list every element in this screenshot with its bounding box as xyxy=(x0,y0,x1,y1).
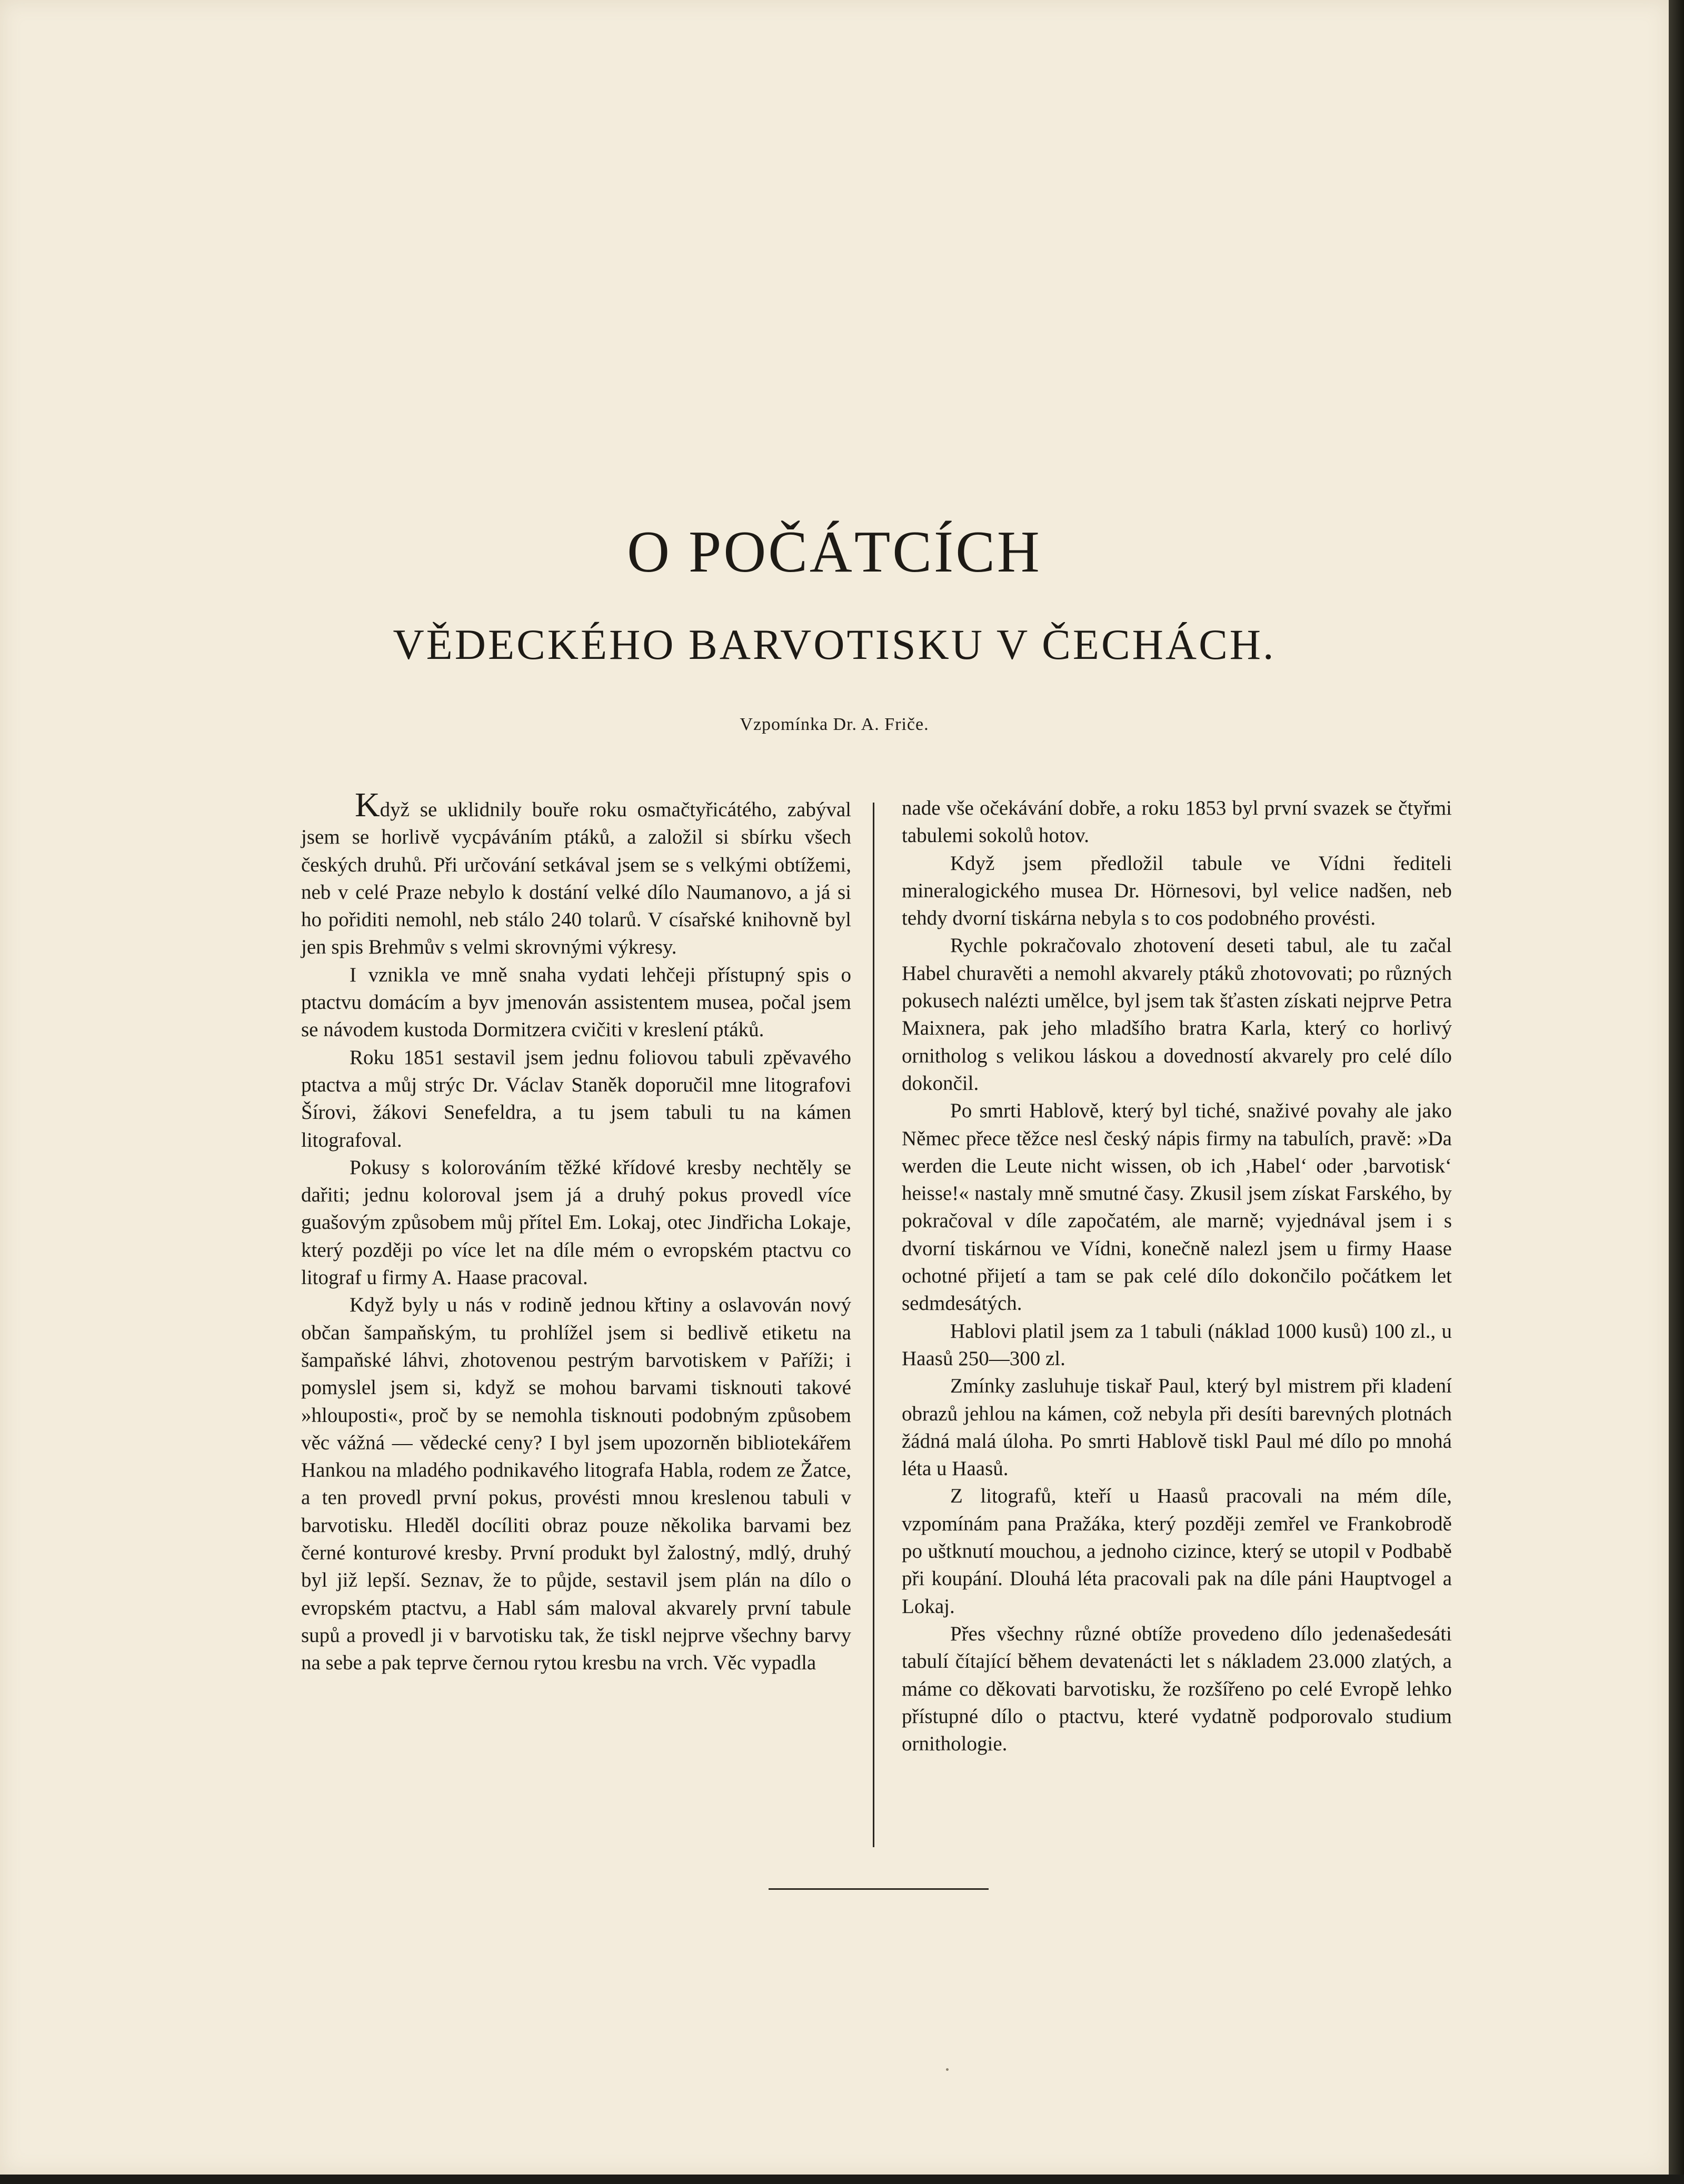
article-title: O POČÁTCÍCH xyxy=(627,519,1042,585)
paragraph: I vznikla ve mně snaha vydati lehčeji přístupný spis o ptactvu domácím a byv jmenován assistentem musea, počal jsem se návodem kustoda Dormitzera cvičiti v kreslení ptáků. xyxy=(301,963,851,1041)
right-text-column xyxy=(902,795,1452,1758)
paragraph: Roku 1851 sestavil jsem jednu foliovou tabuli zpěvavého ptactva a můj strýc Dr. Václav Staněk doporučil mne litografovi Šírovi, žákovi Senefeldra, a tu jsem tabuli tu na kámen litografoval. xyxy=(301,1046,851,1151)
end-rule xyxy=(769,1888,989,1890)
paragraph: Z litografů, kteří u Haasů pracovali na mém díle, vzpomínám pana Pražáka, který později zemřel ve Frankobrodě po uštknutí mouchou, a jednoho cizince, který se utopil v Podbabě při koupání. Dlouhá léta pracovali pak na díle páni Hauptvogel a Lokaj. xyxy=(902,1485,1452,1618)
paragraph: Hablovi platil jsem za 1 tabuli (náklad 1000 kusů) 100 zl., u Haasů 250—300 zl. xyxy=(902,1319,1452,1370)
paragraph-text: dyž se uklidnily bouře roku osmačtyřicátého, zabýval jsem se horlivě vycpáváním ptáků, a založil si sbírku všech českých druhů. Při určování setkával jsem se s velkými obtížemi, neb v celé Praze nebylo k dostání velké dílo Naumanovo, a já si ho pořiditi nemohl, neb stálo 240 tolarů. V císařské knihovně byl jen spis Brehmův s velmi skrovnými výkresy. xyxy=(301,798,851,959)
scan-edge-strip xyxy=(1669,0,1684,2184)
paragraph: nade vše očekávání dobře, a roku 1853 byl první svazek se čtyřmi tabulemi sokolů hotov. xyxy=(902,797,1452,847)
column-divider xyxy=(873,803,874,1847)
left-text-column xyxy=(301,786,851,1677)
paper-speck xyxy=(946,2068,949,2071)
paragraph: Zmínky zasluhuje tiskař Paul, který byl mistrem při kladení obrazů jehlou na kámen, což nebyla při desíti barevných plotnách žádná malá úloha. Po smrti Hablově tiskl Paul mé dílo po mnohá léta u Haasů. xyxy=(902,1375,1452,1480)
scan-bottom-strip xyxy=(0,2175,1684,2184)
paragraph: Přes všechny různé obtíže provedeno dílo jedenašedesáti tabulí čítající během devatenácti let s nákladem 23.000 zlatých, a máme co děkovati barvotisku, že rozšířeno po celé Evropě lehko přístupné dílo o ptactvu, které vydatně podporovalo studium ornithologie. xyxy=(902,1622,1452,1756)
initial-letter: K xyxy=(355,786,380,824)
paragraph: Po smrti Hablově, který byl tiché, snaživé povahy ale jako Němec přece těžce nesl český nápis firmy na tabulích, pravě: »Da werden die Leute nicht wissen, ob ich ‚Habel‘ oder ‚barvotisk‘ heisse!« nastaly mně smutné časy. Zkusil jsem získat Farského, by pokračoval v díle započatém, ale marně; vyjednával jsem i s dvorní tiskárnou ve Vídni, konečně nalezl jsem u firmy Haase ochotné přijetí a tam se pak celé dílo dokončilo počátkem let sedmdesátých. xyxy=(902,1099,1452,1315)
paragraph: Když byly u nás v rodině jednou křtiny a oslavován nový občan šampaňským, tu prohlížel jsem si bedlivě etiketu na šampaňské láhvi, zhotovenou pestrým barvotiskem v Paříži; i pomyslel jsem si, když se mohou barvami tisknouti takové »hlouposti«, proč by se nemohla tisknouti podobným způsobem věc vážná — vědecké ceny? I byl jsem upozorněn bibliotekářem Hankou na mladého podnikavého litografa Habla, rodem ze Žatce, a ten provedl první pokus, provésti mnou kreslenou tabuli v barvotisku. Hleděl docíliti obraz pouze několika barvami bez černé konturové kresby. První produkt byl žalostný, mdlý, druhý byl již lepší. Seznav, že to půjde, sestavil jsem plán na dílo o evropském ptactvu, a Habl sám maloval akvarely první tabule supů a provedl ji v barvotisku tak, že tiskl nejprve všechny barvy na sebe a pak teprve černou rytou kresbu na vrch. Věc vypadla xyxy=(301,1294,851,1675)
article-subtitle: VĚDECKÉHO BARVOTISKU V ČECHÁCH. xyxy=(393,620,1276,668)
article-byline: Vzpomínka Dr. A. Friče. xyxy=(740,715,929,734)
paragraph xyxy=(301,786,851,961)
paragraph: Rychle pokračovalo zhotovení deseti tabul, ale tu začal Habel churavěti a nemohl akvarely ptáků zhotovovati; po různých pokusech nalézti umělce, byl jsem tak šťasten získati nejprve Petra Maixnera, pak jeho mladšího bratra Karla, který co horlivý ornitholog s velikou láskou a dovedností akvarely pro celé dílo dokončil. xyxy=(902,934,1452,1095)
paragraph: Když jsem předložil tabule ve Vídni řediteli mineralogického musea Dr. Hörnesovi, byl velice nadšen, neb tehdy dvorní tiskárna nebyla s to cos podobného provésti. xyxy=(902,851,1452,930)
paragraph: Pokusy s kolorováním těžké křídové kresby nechtěly se dařiti; jednu koloroval jsem já a druhý pokus provedl více guašovým způsobem můj přítel Em. Lokaj, otec Jindřicha Lokaje, který později po více let na díle mém o evropském ptactvu co litograf u firmy A. Haase pracoval. xyxy=(301,1156,851,1289)
